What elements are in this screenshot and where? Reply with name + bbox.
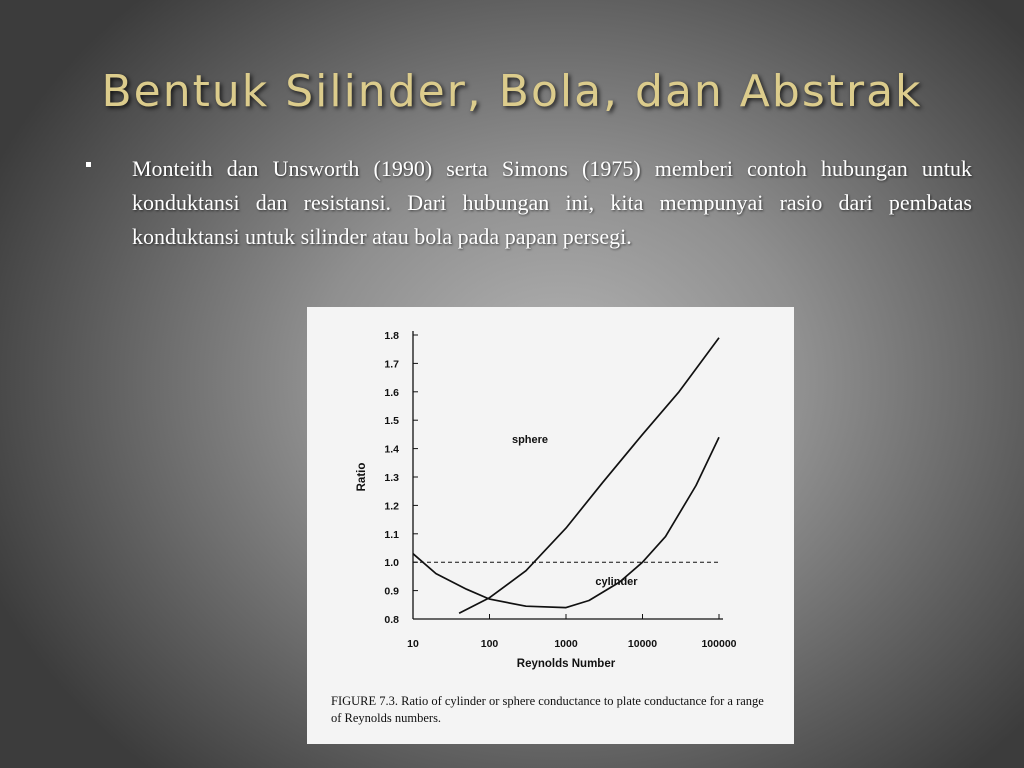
y-tick-label: 1.5 bbox=[384, 415, 399, 428]
x-tick-label: 10 bbox=[407, 638, 419, 650]
y-tick-label: 1.6 bbox=[384, 386, 399, 399]
y-tick-label: 0.9 bbox=[384, 585, 399, 598]
y-tick-label: 1.1 bbox=[384, 528, 399, 541]
y-tick-label: 0.8 bbox=[384, 614, 399, 626]
x-tick-label: 100000 bbox=[701, 638, 737, 650]
bullet-text: Monteith dan Unsworth (1990) serta Simons (1975) memberi contoh hubungan untuk konduktansi dan resistansi. Dari hubungan ini, kita mempunyai rasio dari pembatas konduktansi untuk silinder atau bola pada papan persegi. bbox=[132, 156, 972, 249]
sphere-series-label: sphere bbox=[511, 433, 549, 446]
slide-title: Bentuk Silinder, Bola, dan Abstrak bbox=[101, 66, 923, 117]
x-tick-label: 1000 bbox=[554, 638, 578, 650]
x-axis-label: Reynolds Number bbox=[516, 658, 616, 670]
reynolds-ratio-chart bbox=[307, 307, 794, 744]
y-tick-label: 1.7 bbox=[384, 358, 399, 371]
bullet-marker-icon bbox=[86, 162, 91, 167]
cylinder-series-line bbox=[413, 437, 719, 607]
y-axis-label: Ratio bbox=[356, 462, 368, 492]
y-tick-label: 1.4 bbox=[384, 443, 399, 456]
sphere-series-line bbox=[459, 338, 719, 614]
y-tick-label: 1.0 bbox=[384, 557, 399, 570]
x-tick-label: 100 bbox=[480, 638, 499, 650]
figure-image bbox=[307, 307, 794, 744]
y-tick-label: 1.8 bbox=[384, 330, 399, 342]
cylinder-series-label: cylinder bbox=[595, 575, 638, 588]
y-tick-label: 1.3 bbox=[384, 472, 399, 484]
x-tick-label: 10000 bbox=[627, 638, 658, 650]
y-tick-label: 1.2 bbox=[384, 500, 399, 513]
figure-caption: FIGURE 7.3. Ratio of cylinder or sphere conductance to plate conductance for a range of Reynolds numbers. bbox=[331, 694, 764, 725]
